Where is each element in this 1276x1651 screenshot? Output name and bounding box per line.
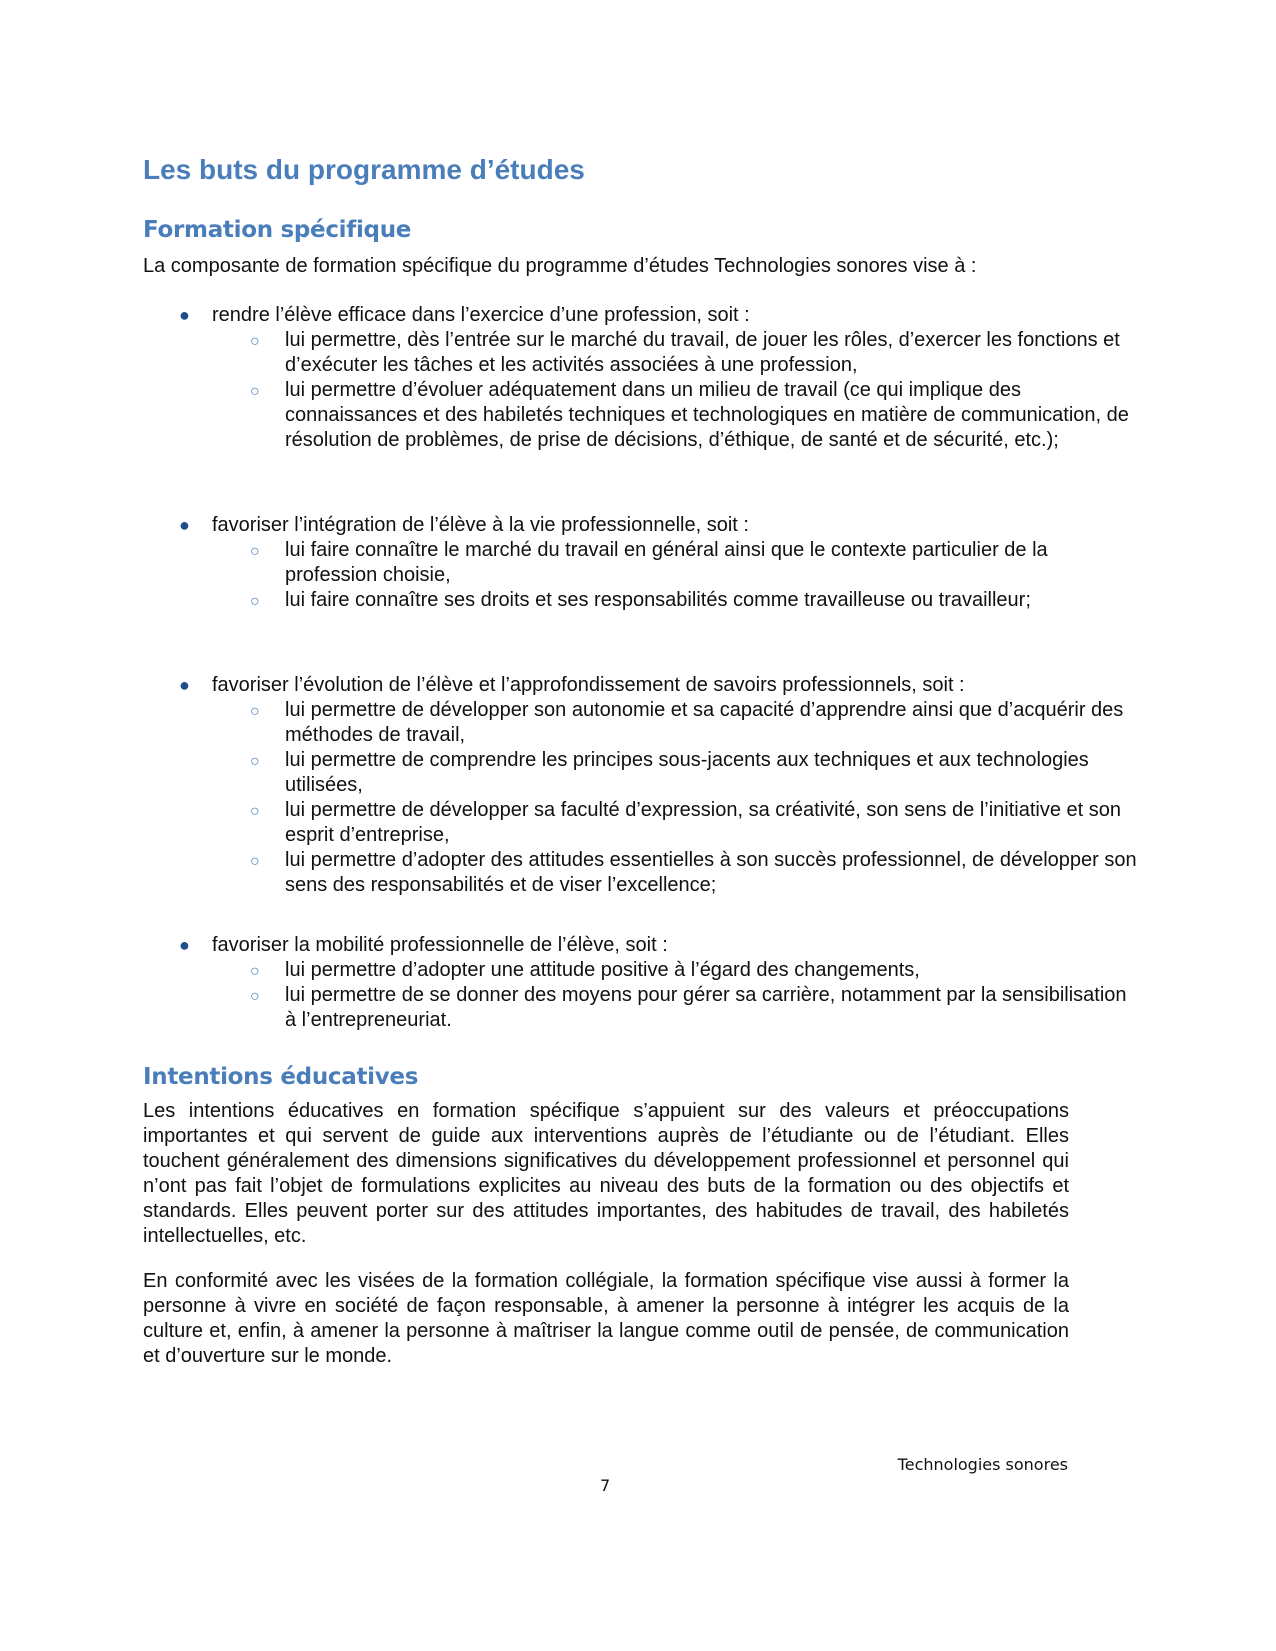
sub-goals-list — [143, 538, 1138, 613]
sub-goal-item — [143, 538, 1138, 588]
circle-bullet-icon: ○ — [250, 803, 260, 820]
goal-text: favoriser la mobilité professionnelle de l’élève, soit : — [212, 934, 668, 956]
page-number: 7 — [600, 1476, 611, 1495]
sub-goals-list — [143, 698, 1138, 898]
goal-text: rendre l’élève efficace dans l’exercice d’une profession, soit : — [212, 304, 750, 326]
circle-bullet-icon: ○ — [250, 988, 260, 1005]
section-formation-specifique — [143, 215, 1069, 279]
sub-goal-text: lui permettre de développer sa faculté d’expression, sa créativité, son sens de l’initiative et son esprit d’entreprise, — [285, 799, 1122, 846]
bullet-icon: ● — [179, 935, 190, 955]
bullet-icon: ● — [179, 675, 190, 695]
circle-bullet-icon: ○ — [250, 593, 260, 610]
sub-goal-text: lui permettre de se donner des moyens pour gérer sa carrière, notamment par la sensibilisation à l’entrepreneuriat. — [285, 984, 1127, 1031]
sub-goal-item — [143, 588, 1138, 613]
paragraph: Les intentions éducatives en formation spécifique s’appuient sur des valeurs et préoccupations importantes et qui servent de guide aux interventions auprès de l’étudiante ou de l’étudiant. Elles touchent généralement des dimensions significatives du développement professionnel et personnel qui n’ont pas fait l’objet de formulations explicites au niveau des buts de la formation ou des objectifs et standards. Elles peuvent porter sur des attitudes importantes, des habitudes de travail, des habiletés intellectuelles, etc. — [143, 1100, 1069, 1247]
bullet-icon: ● — [179, 305, 190, 325]
sub-goal-item — [143, 748, 1138, 798]
sub-goal-text: lui permettre, dès l’entrée sur le marché du travail, de jouer les rôles, d’exercer les fonctions et d’exécuter les tâches et les activités associées à une profession, — [285, 329, 1120, 376]
sub-goal-text: lui permettre de développer son autonomie et sa capacité d’apprendre ainsi que d’acquérir des méthodes de travail, — [285, 699, 1124, 746]
sub-goal-item — [143, 378, 1138, 453]
sub-goal-text: lui permettre d’évoluer adéquatement dans un milieu de travail (ce qui implique des connaissances et des habiletés techniques et technologiques en matière de communication, de résolution de problèmes, de prise de décisions, d’éthique, de santé et de sécurité, etc.); — [285, 379, 1129, 451]
section-intentions — [143, 1062, 1069, 1369]
intro-text: La composante de formation spécifique du programme d’études Technologies sonores vise à : — [143, 255, 977, 277]
sub-goal-text: lui permettre d’adopter des attitudes essentielles à son succès professionnel, de développer son sens des responsabilités et de viser l’excellence; — [285, 849, 1137, 896]
goal-item — [143, 933, 1138, 1033]
goal-item — [143, 673, 1138, 898]
sub-goal-text: lui faire connaître ses droits et ses responsabilités comme travailleuse ou travailleur; — [285, 589, 1031, 611]
page-title: Les buts du programme d’études — [143, 154, 585, 185]
circle-bullet-icon: ○ — [250, 703, 260, 720]
circle-bullet-icon: ○ — [250, 963, 260, 980]
sub-goal-item — [143, 328, 1138, 378]
sub-goal-text: lui faire connaître le marché du travail en général ainsi que le contexte particulier de la profession choisie, — [285, 539, 1048, 586]
goal-item — [143, 303, 1138, 453]
page-title-block — [143, 153, 1069, 187]
section-heading: Formation spécifique — [143, 217, 412, 243]
goal-item — [143, 513, 1138, 613]
sub-goals-list — [143, 328, 1138, 453]
sub-goal-item — [143, 958, 1138, 983]
sub-goal-item — [143, 698, 1138, 748]
sub-goal-text: lui permettre d’adopter une attitude positive à l’égard des changements, — [285, 959, 920, 981]
goal-text: favoriser l’évolution de l’élève et l’approfondissement de savoirs professionnels, soit : — [212, 674, 965, 696]
sub-goals-list — [143, 958, 1138, 1033]
section-heading: Intentions éducatives — [143, 1064, 419, 1090]
circle-bullet-icon: ○ — [250, 853, 260, 870]
goal-text: favoriser l’intégration de l’élève à la vie professionnelle, soit : — [212, 514, 749, 536]
sub-goal-item — [143, 848, 1138, 898]
sub-goal-item — [143, 983, 1138, 1033]
sub-goal-text: lui permettre de comprendre les principes sous-jacents aux techniques et aux technologies utilisées, — [285, 749, 1089, 796]
circle-bullet-icon: ○ — [250, 753, 260, 770]
circle-bullet-icon: ○ — [250, 383, 260, 400]
sub-goal-item — [143, 798, 1138, 848]
bullet-icon: ● — [179, 515, 190, 535]
footer-doc-title: Technologies sonores — [897, 1455, 1068, 1474]
circle-bullet-icon: ○ — [250, 333, 260, 350]
circle-bullet-icon: ○ — [250, 543, 260, 560]
paragraph: En conformité avec les visées de la formation collégiale, la formation spécifique vise aussi à former la personne à vivre en société de façon responsable, à amener la personne à intégrer les acquis de la culture et, enfin, à amener la personne à maîtriser la langue comme outil de pensée, de communication et d’ouverture sur le monde. — [143, 1270, 1069, 1367]
